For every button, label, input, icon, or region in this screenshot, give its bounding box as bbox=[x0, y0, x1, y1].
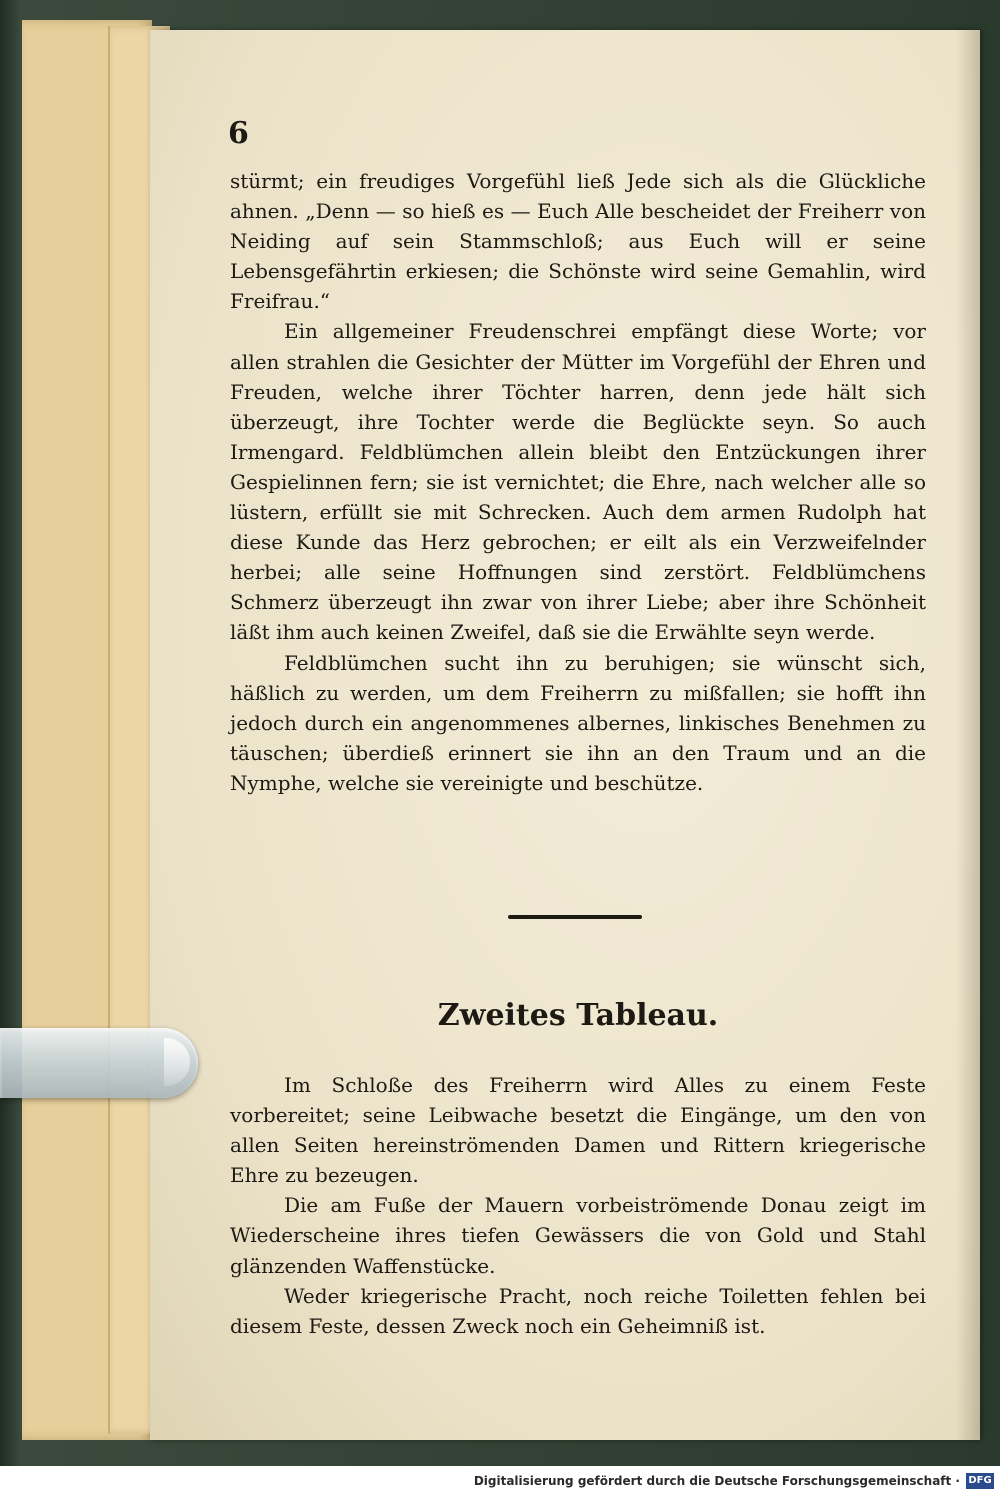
section-divider bbox=[508, 915, 642, 919]
footer-bar bbox=[0, 1466, 1000, 1494]
page-number: 6 bbox=[228, 116, 249, 151]
paragraph: Weder kriegerische Pracht, noch reiche Toiletten fehlen bei diesem Feste, dessen Zweck noch ein Geheimniß ist. bbox=[230, 1283, 926, 1338]
body-text-top bbox=[230, 166, 926, 798]
paragraph: Feldblümchen sucht ihn zu beruhigen; sie wünscht sich, häßlich zu werden, um dem Freiherrn zu mißfallen; sie hofft ihn jedoch durch ein angenommenes albernes, linkisches Benehmen zu täuschen; überdieß erinnert sie ihn an den Traum und an die Nymphe, welche sie vereinigte und beschütze. bbox=[230, 650, 926, 795]
funding-credit: Digitalisierung gefördert durch die Deutsche Forschungsgemeinschaft · bbox=[473, 1474, 960, 1488]
body-text-bottom bbox=[230, 1070, 926, 1341]
dfg-logo-icon: DFG bbox=[966, 1473, 994, 1489]
paragraph: Ein allgemeiner Freudenschrei empfängt diese Worte; vor allen strahlen die Gesichter der Mütter im Vorgefühl der Ehren und Freuden, welche ihrer Töchter harren, denn jede hält sich überzeugt, ihre Tochter werde die Beglückte seyn. So auch Irmengard. Feldblümchen allein bleibt den Entzückungen ihrer Gespielinnen fern; sie ist vernichtet; die Ehre, nach welcher alle so lüstern, erfüllt sie mit Schrecken. Auch dem armen Rudolph hat diese Kunde das Herz gebrochen; er eilt als ein Verzweifelnder herbei; alle seine Hoffnungen sind zerstört. Feldblümchens Schmerz überzeugt ihn zwar von ihrer Liebe; aber ihre Schönheit läßt ihm auch keinen Zweifel, daß sie die Erwählte seyn werde. bbox=[230, 319, 926, 645]
paragraph: Die am Fuße der Mauern vorbeiströmende Donau zeigt im Wiederscheine ihres tiefen Gewässers die von Gold und Stahl glänzenden Waffenstücke. bbox=[230, 1193, 926, 1278]
page-holder-clip bbox=[0, 1028, 198, 1098]
section-heading: Zweites Tableau. bbox=[437, 998, 719, 1033]
page-shadow bbox=[956, 30, 980, 1440]
paragraph: Im Schloße des Freiherrn wird Alles zu einem Feste vorbereitet; seine Leibwache besetzt die Eingänge, um den von allen Seiten hereinströmenden Damen und Rittern kriegerische Ehre zu bezeugen. bbox=[230, 1073, 926, 1188]
paragraph: stürmt; ein freudiges Vorgefühl ließ Jede sich als die Glückliche ahnen. „Denn — so hieß es — Euch Alle bescheidet der Freiherr von Neiding auf sein Stammschloß; aus Euch will er seine Lebensgefährtin erkiesen; die Schönste wird seine Gemahlin, wird Freifrau.“ bbox=[230, 169, 926, 314]
book-page bbox=[150, 30, 980, 1440]
